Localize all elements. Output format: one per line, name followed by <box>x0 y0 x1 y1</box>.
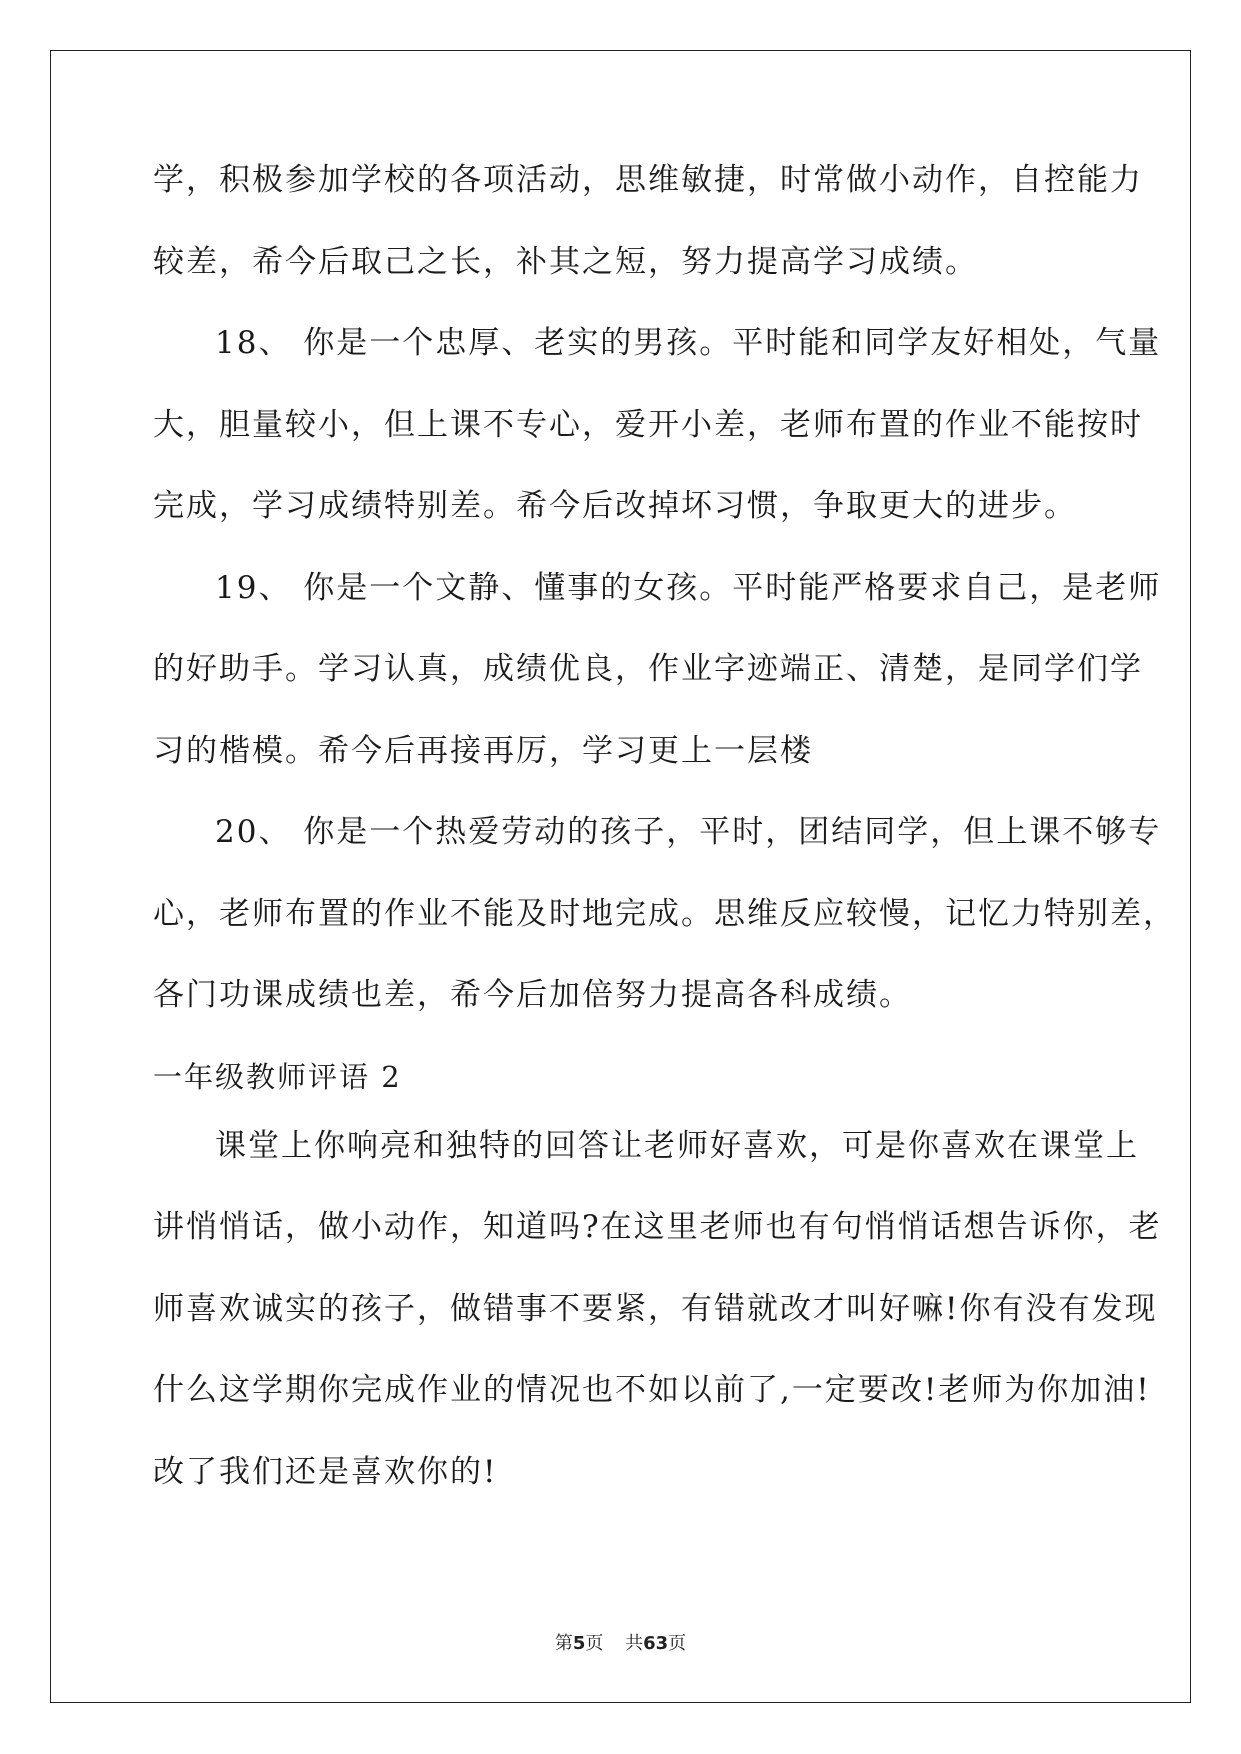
text-line: 习的楷模。希今后再接再厉，学习更上一层楼 <box>153 732 813 769</box>
page-indicator: 第5页 <box>554 1633 604 1654</box>
text-line: 较差，希今后取己之长，补其之短，努力提高学习成绩。 <box>153 243 978 280</box>
total-pages-indicator: 共63页 <box>625 1633 687 1654</box>
text-line: 讲悄悄话，做小动作，知道吗?在这里老师也有句悄悄话想告诉你，老 <box>153 1209 1162 1245</box>
paragraph-block-2 <box>153 1126 1162 1534</box>
text-line: 师喜欢诚实的孩子，做错事不要紧，有错就改才叫好嘛!你有没有发现 <box>153 1290 1158 1327</box>
text-line: 各门功课成绩也差，希今后加倍努力提高各科成绩。 <box>153 977 912 1013</box>
text-line: 大，胆量较小，但上课不专心，爱开小差，老师布置的作业不能按时 <box>153 406 1143 443</box>
text-line: 学，积极参加学校的各项活动，思维敏捷，时常做小动作，自控能力 <box>153 162 1143 198</box>
text-line: 改了我们还是喜欢你的! <box>153 1453 498 1490</box>
document-body <box>153 160 1176 1533</box>
text-line: 19、 你是一个文静、懂事的女孩。平时能严格要求自己，是老师 <box>215 569 1162 606</box>
text-line: 课堂上你响亮和独特的回答让老师好喜欢，可是你喜欢在课堂上 <box>215 1127 1139 1164</box>
page-footer <box>0 1629 1241 1655</box>
text-line: 的好助手。学习认真，成绩优良，作业字迹端正、清楚，是同学们学 <box>153 651 1143 687</box>
text-line: 完成，学习成绩特别差。希今后改掉坏习惯，争取更大的进步。 <box>153 488 1077 524</box>
text-line: 心，老师布置的作业不能及时地完成。思维反应较慢，记忆力特别差， <box>153 895 1176 932</box>
text-line: 20、 你是一个热爱劳动的孩子，平时，团结同学，但上课不够专 <box>215 814 1162 850</box>
section-heading: 一年级教师评语 2 <box>153 1059 402 1094</box>
paragraph-block-1 <box>153 160 1176 1057</box>
text-line: 什么这学期你完成作业的情况也不如以前了,一定要改!老师为你加油! <box>153 1372 1151 1408</box>
text-line: 18、 你是一个忠厚、老实的男孩。平时能和同学友好相处，气量 <box>215 325 1162 361</box>
